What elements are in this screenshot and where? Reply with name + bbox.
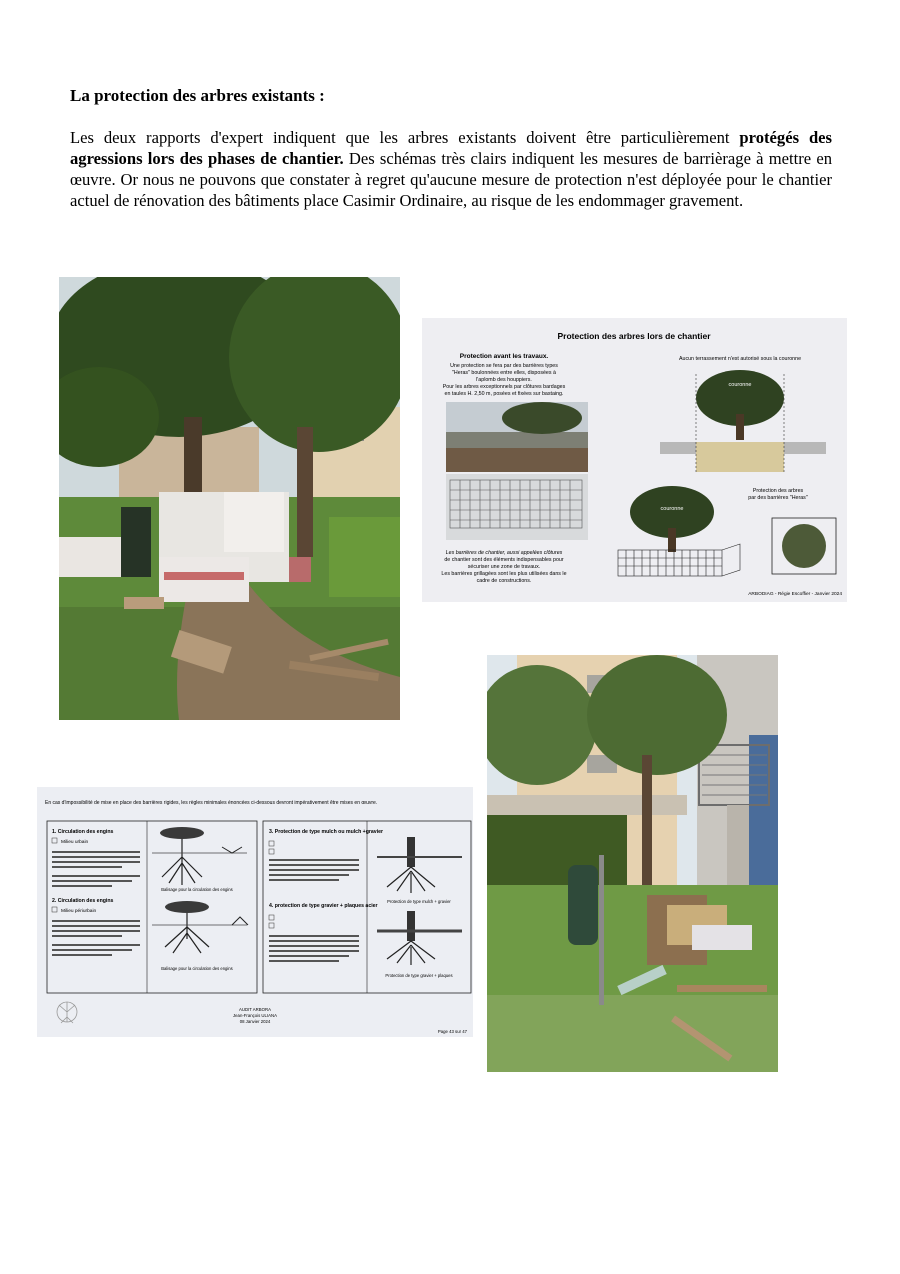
diagram1-left-line-3: l'aplomb des houppiers. bbox=[476, 377, 532, 383]
diagram2-caption-1: Balisage pour la circulation des engins bbox=[161, 887, 233, 892]
diagram1-left-line-2: "Heras" boulonnées entre elles, disposées à bbox=[452, 370, 556, 376]
crown-label-top: couronne bbox=[728, 382, 752, 388]
diagram1-bottom-line-5: cadre de constructions. bbox=[476, 578, 532, 584]
diagram2-caption-4: Protection de type gravier + plaques bbox=[385, 973, 453, 978]
diagram1-left-line-1: Une protection se fera par des barrières types bbox=[450, 363, 558, 369]
diagram2-footer-line-2: Jean-François ULIANA bbox=[233, 1013, 277, 1018]
diagram2-footer-line-3: 08 Janvier 2024 bbox=[239, 1019, 271, 1024]
diagram1-left-heading: Protection avant les travaux. bbox=[459, 353, 549, 360]
paragraph-text-2: Des schémas très clairs indiquent les mesures de barrièrage à mettre en œuvre. Or nous ne pouvons que constater à regret qu'aucune mesure de protection n'est déployée pour le chantier actuel de rénovation des bâtiments place Casimir Ordinaire, au risque de les endommager gravement. bbox=[70, 149, 833, 210]
diagram1-bottom-line-4: Les barrières grillagées sont les plus utilisées dans le bbox=[441, 571, 567, 577]
diagram2-section2-title: 2. Circulation des engins bbox=[52, 898, 114, 904]
photo-courtyard-tree bbox=[487, 655, 778, 1072]
diagram1-bottom-line-1: Les barrières de chantier, aussi appelées clôtures bbox=[445, 550, 563, 556]
diagram1-right-mid-line-2: par des barrières "Heras" bbox=[748, 495, 808, 501]
paragraph-text-1: Les deux rapports d'expert indiquent que les arbres existants doivent être particulièrement bbox=[70, 128, 740, 147]
diagram1-left-line-5: en taules H. 2,50 m, posées et fixées sur bastaing. bbox=[444, 391, 564, 397]
diagram2-section4-title: 4. protection de type gravier + plaques acier bbox=[269, 903, 378, 909]
diagram2-footer-page: Page 43 sur 47 bbox=[437, 1029, 467, 1034]
diagram1-right-mid-line-1: Protection des arbres bbox=[752, 488, 804, 494]
diagram2-footer-line-1: AUDIT ARBORA bbox=[239, 1007, 271, 1012]
diagram-tree-protection bbox=[422, 318, 847, 602]
diagram1-bottom-line-3: sécuriser une zone de travaux. bbox=[467, 564, 541, 570]
diagram2-section1-title: 1. Circulation des engins bbox=[52, 829, 114, 835]
diagram2-section1-sub: Milieu urbain bbox=[61, 840, 89, 845]
body-paragraph bbox=[70, 127, 832, 211]
section-heading: La protection des arbres existants : bbox=[70, 86, 325, 105]
diagram2-section3-title: 3. Protection de type mulch ou mulch +gravier bbox=[269, 829, 384, 835]
diagram1-right-top-caption: Aucun terrassement n'est autorisé sous la couronne bbox=[678, 356, 802, 362]
diagram2-caption-2: Balisage pour la circulation des engins bbox=[161, 966, 233, 971]
site-photo-image bbox=[446, 402, 588, 472]
diagram2-section2-sub: Milieu périurbain bbox=[61, 909, 97, 914]
diagram1-left-line-4: Pour les arbres exceptionnels par clôtures bardages bbox=[442, 384, 566, 390]
diagram2-caption-3: Protection de type mulch + gravier bbox=[387, 899, 451, 904]
crown-label-bottom: couronne bbox=[660, 506, 684, 512]
diagram2-top-text: En cas d'impossibilité de mise en place des barrières rigides, les règles minimales énoncées ci-dessous devront impérativement être mises en œuvre. bbox=[45, 800, 378, 806]
diagram1-bottom-line-2: de chantier sont des éléments indispensables pour bbox=[444, 557, 564, 563]
photo-site-trees bbox=[59, 277, 400, 720]
diagram-minimal-rules bbox=[37, 787, 473, 1037]
diagram1-title: Protection des arbres lors de chantier bbox=[557, 331, 711, 341]
heras-fence-image bbox=[446, 474, 588, 540]
diagram1-footer: ARBODIAG - Régie Escoffier - Janvier 2024 bbox=[748, 592, 842, 597]
paragraph-bold-text: protégés des agressions lors des phases de chantier. bbox=[70, 128, 832, 168]
